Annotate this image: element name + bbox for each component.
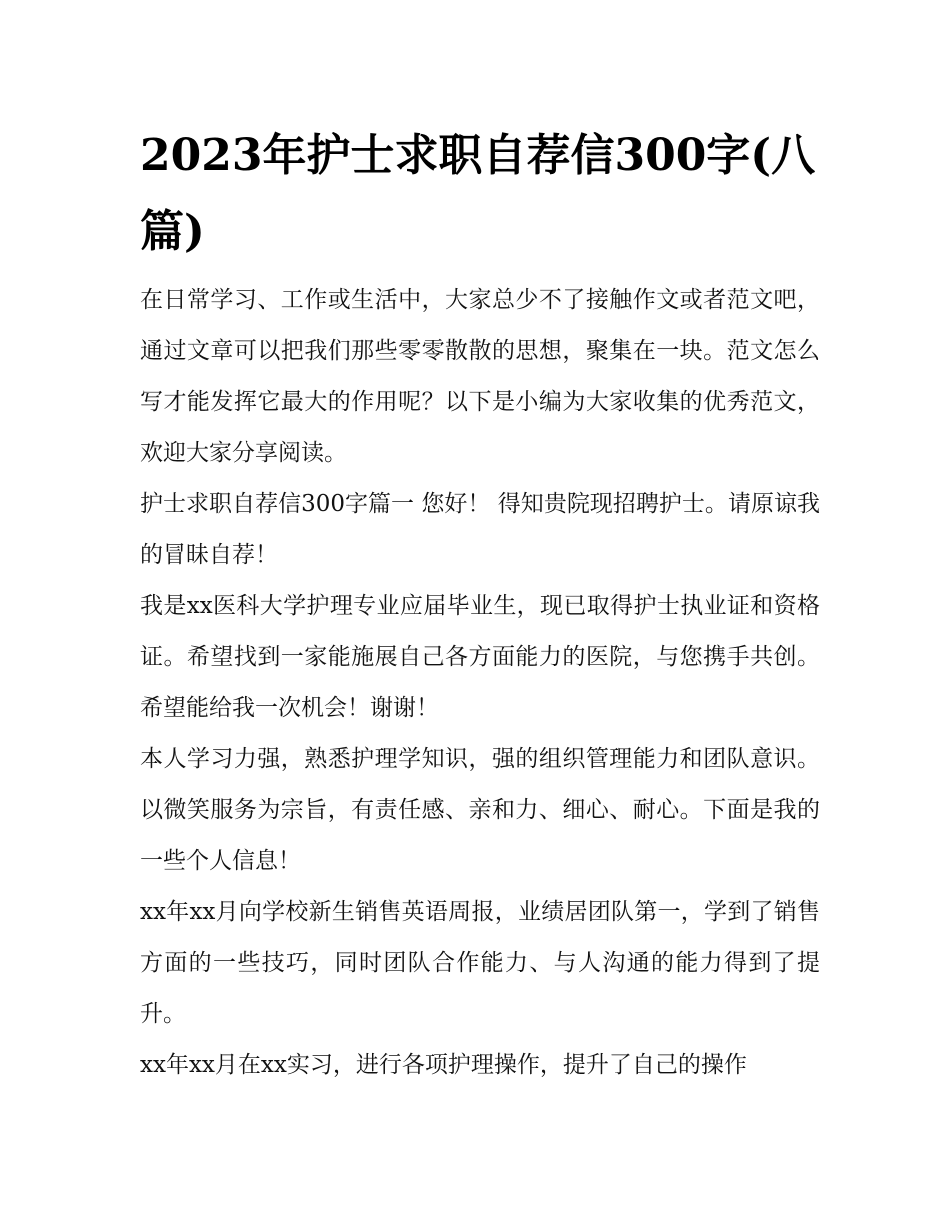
document-body (140, 275, 820, 1091)
paragraph-experience-sales: xx年xx月向学校新生销售英语周报，业绩居团队第一，学到了销售方面的一些技巧，同时团队合作能力、与人沟通的能力得到了提升。 (140, 899, 820, 1027)
paragraph-abilities: 本人学习力强，熟悉护理学知识，强的组织管理能力和团队意识。以微笑服务为宗旨，有责任感、亲和力、细心、耐心。下面是我的一些个人信息！ (140, 746, 820, 874)
paragraph-intro: 在日常学习、工作或生活中，大家总少不了接触作文或者范文吧，通过文章可以把我们那些零零散散的思想，聚集在一块。范文怎么写才能发挥它最大的作用呢？以下是小编为大家收集的优秀范文，欢迎大家分享阅读。 (140, 287, 820, 466)
paragraph-greeting: 护士求职自荐信300字篇一 您好！ 得知贵院现招聘护士。请原谅我的冒昧自荐！ (140, 491, 820, 568)
document-title: 2023年护士求职自荐信300字(八篇) (140, 130, 816, 257)
paragraph-introduction: 我是xx医科大学护理专业应届毕业生，现已取得护士执业证和资格证。希望找到一家能施展自己各方面能力的医院，与您携手共创。希望能给我一次机会！谢谢！ (140, 593, 820, 721)
paragraph-experience-internship: xx年xx月在xx实习，进行各项护理操作，提升了自己的操作 (140, 1052, 747, 1078)
